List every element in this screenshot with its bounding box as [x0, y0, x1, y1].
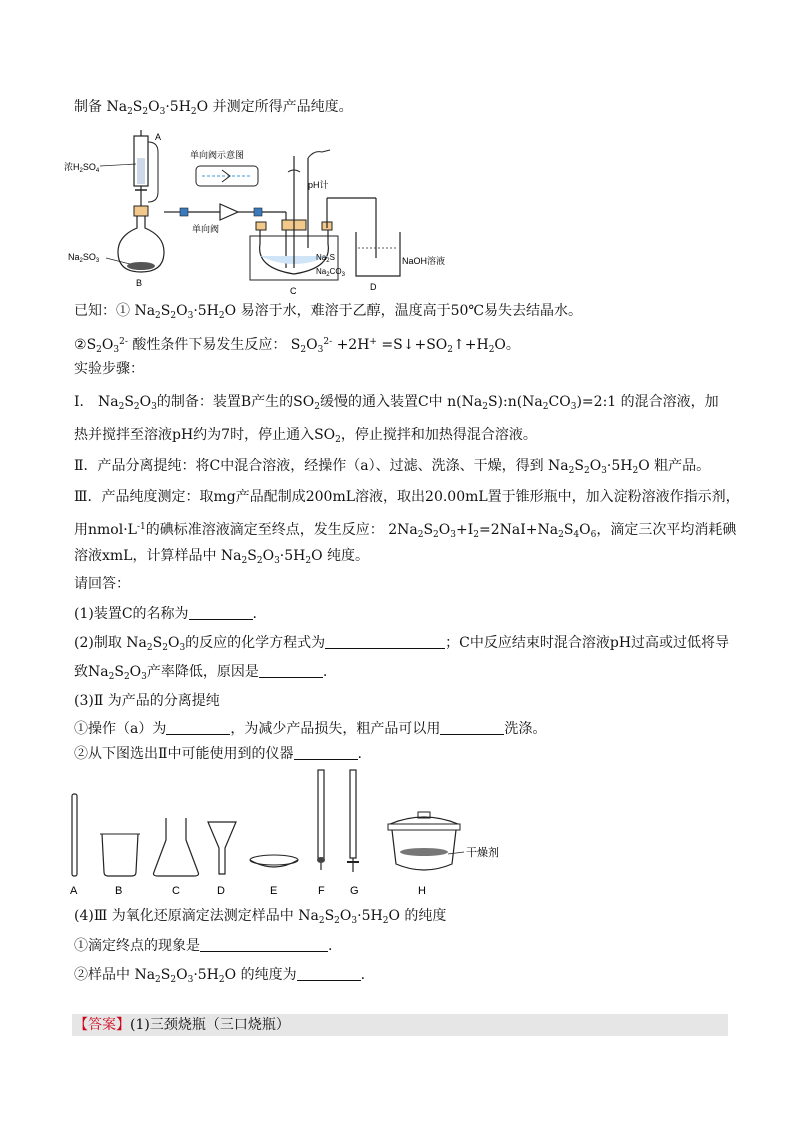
intro-pre: 制备: [74, 99, 102, 115]
q1-blank[interactable]: [189, 605, 253, 620]
step3-line2: 用$nmol\cdot L^{-1}$的碘标准溶液滴定至终点，发生反应： $2Na_2S_2O_3+I_2=2NaI+Na_2S_4O_6$，滴定三次平均消耗碘: [74, 522, 737, 540]
step1-line2: 热并搅拌至溶液pH约为7时，停止通入$SO_2$，停止搅拌和加热得混合溶液。: [74, 427, 537, 445]
check-valve: [220, 204, 238, 220]
label-valve-note: 单向阀示意图: [190, 150, 245, 160]
known1-pre: 已知：①: [74, 303, 130, 319]
label-a: A: [155, 132, 162, 142]
burette-f: [318, 770, 324, 858]
step1-line2-end: ，停止搅拌和加热得混合溶液。: [340, 427, 537, 443]
reaction-eq: $S_2O_3^{2-} +2H^+$ $=S↓+SO_2↑+H_2O$: [290, 337, 506, 355]
step3-line1: Ⅲ．产品纯度测定：取mg产品配制成200mL溶液，取出20.00mL置于锥形瓶中，加入淀粉溶液作指示剂，: [74, 489, 740, 505]
intro-post: 并测定所得产品纯度。: [212, 99, 353, 115]
step3-line2-c: ，滴定三次平均消耗碘: [596, 522, 737, 538]
step3-line3-a: 溶液xmL，计算样品中: [74, 548, 217, 564]
step1-pre: Ⅰ．: [74, 394, 94, 410]
q2-blank-2[interactable]: [259, 663, 323, 678]
q1-post: .: [252, 606, 257, 622]
steps-title: 实验步骤：: [74, 361, 144, 377]
label-d: D: [370, 282, 377, 292]
q3-b-post: .: [357, 746, 362, 762]
known2-mid: 酸性条件下易发生反应：: [132, 337, 287, 353]
label-ph-meter: pH计: [308, 180, 329, 190]
glass-rod-a: [72, 794, 77, 876]
beaker-b: [102, 834, 138, 876]
conical-flask-c: [154, 818, 199, 876]
answer-tag: 【答案】: [74, 1017, 130, 1033]
step2-text: Ⅱ．产品分离提纯：将C中混合溶液，经操作（a）、过滤、洗涤、干燥，得到: [74, 458, 544, 474]
q4-title-pre: (4)Ⅲ 为氧化还原滴定法测定样品中: [74, 908, 294, 924]
label-inst-a: A: [70, 885, 78, 897]
q3-a-post: 洗涤。: [504, 721, 547, 737]
label-na2so3: $Na_2SO_3$: [68, 252, 100, 264]
q4-title-post: 的纯度: [404, 908, 447, 924]
known1-post: 易溶于水，难溶于乙醇，温度高于50℃易失去结晶水。: [240, 303, 583, 319]
q3-title: (3)Ⅱ 为产品的分离提纯: [74, 693, 220, 709]
q4-a-post: .: [328, 938, 333, 954]
step3-line3-b: 纯度。: [327, 548, 370, 564]
label-desiccant: 干燥剂: [466, 847, 499, 859]
step3-line2-a: 用nmol·L: [74, 522, 137, 538]
titration-eq: $2Na_2S_2O_3+I_2=2NaI+Na_2S_4O_6$: [388, 522, 597, 540]
step1-b: 缓慢的通入装置C中: [319, 394, 443, 410]
q1-pre: (1)装置C的名称为: [74, 606, 189, 622]
q4-a-pre: ①滴定终点的现象是: [74, 938, 200, 954]
q2-line2: 致$Na_2S_2O_3$产率降低，原因是 .: [74, 664, 328, 682]
ion-s2o3: $S_2O_3^{2-}$: [86, 337, 128, 355]
formula-na2s2o3-5h2o: $Na_2S_2O_3\cdot 5H_2O$: [106, 99, 209, 117]
known2-post: 。: [505, 337, 520, 353]
q2-mid2: ；C中反应结束时混合溶液pH过高或过低将导: [445, 635, 730, 651]
q3-blank-2[interactable]: [440, 720, 504, 735]
label-b: B: [136, 278, 143, 288]
step3-line2-b: 的碘标准溶液滴定至终点，发生反应：: [145, 522, 384, 538]
step1-c: 的混合溶液，加: [620, 394, 719, 410]
q4-b-mid: 的纯度为: [240, 967, 297, 983]
q2-line2-a: 致: [74, 664, 88, 680]
q4-b-post: .: [360, 967, 366, 983]
label-inst-h: H: [418, 885, 426, 897]
step1-line1: Ⅰ． $Na_2S_2O_3$的制备：装置B产生的$SO_2$缓慢的通入装置C中 $n(Na_2S):n(Na_2CO_3)=2:1$ 的混合溶液，加: [74, 394, 719, 412]
beaker-d: [356, 232, 400, 276]
step2-line: Ⅱ．产品分离提纯：将C中混合溶液，经操作（a）、过滤、洗涤、干燥，得到 $Na_2S_2O_3\cdot 5H_2O$ 粗产品。: [74, 458, 711, 476]
ratio: $n(Na_2S):n(Na_2CO_3)=2:1$: [442, 394, 621, 412]
label-inst-g: G: [350, 885, 359, 897]
label-c: C: [290, 286, 297, 296]
q4-a: [74, 936, 332, 956]
label-naoh: NaOH溶液: [402, 256, 446, 266]
q3-b: [74, 744, 362, 764]
label-inst-e: E: [270, 885, 278, 897]
q2-line1: (2)制取 $Na_2S_2O_3$的反应的化学方程式为 ；C中反应结束时混合溶液pH过高或过低将导: [74, 635, 730, 653]
q4-b-pre: ②样品中: [74, 967, 130, 983]
apparatus-diagram: [60, 128, 480, 300]
q4-b: ②样品中 $Na_2S_2O_3\cdot 5H_2O$ 的纯度为 .: [74, 967, 366, 985]
burette-g: [350, 770, 356, 858]
label-c-na2s: $Na_2S$: [316, 253, 335, 264]
known-2: [74, 332, 520, 360]
instruments-figure: [64, 764, 504, 898]
intro-line: [74, 97, 353, 122]
answer-line: [74, 1015, 290, 1035]
step1-a: 的制备：装置B产生的SO: [156, 394, 315, 410]
step3-line3: 溶液xmL，计算样品中 $Na_2S_2O_3\cdot 5H_2O$ 纯度。: [74, 548, 370, 566]
q4-blank-1[interactable]: [200, 937, 328, 952]
label-inst-c: C: [172, 885, 180, 897]
q2-pre: (2)制取: [74, 635, 122, 651]
label-acid: 浓$H_2SO_4$: [64, 162, 100, 174]
known2-pre: ②: [74, 337, 87, 353]
q3-b-pre: ②从下图选出Ⅱ中可能使用到的仪器: [74, 746, 294, 762]
ask: 请回答：: [74, 576, 130, 592]
label-inst-d: D: [217, 885, 225, 897]
answer-text: (1)三颈烧瓶（三口烧瓶）: [130, 1017, 290, 1033]
label-c-na2co3: $Na_2CO_3$: [316, 267, 345, 278]
q3-a-pre: ①操作（a）为: [74, 721, 167, 737]
q2-post: .: [322, 664, 328, 680]
q3-blank-1[interactable]: [166, 720, 230, 735]
funnel-d: [208, 822, 236, 874]
q1: [74, 604, 257, 624]
step1-line2-text: 热并搅拌至溶液pH约为7时，停止通入SO: [74, 427, 336, 443]
q3-a-mid: ，为减少产品损失，粗产品可以用: [230, 721, 441, 737]
q2-line2-b: 产率降低，原因是: [146, 664, 259, 680]
q2-mid: 的反应的化学方程式为: [185, 635, 326, 651]
q4-title: (4)Ⅲ 为氧化还原滴定法测定样品中 $Na_2S_2O_3\cdot 5H_2O$ 的纯度: [74, 908, 447, 926]
label-inst-b: B: [115, 885, 123, 897]
q4-blank-2[interactable]: [297, 966, 361, 981]
formula-1: $Na_2S_2O_3\cdot 5H_2O$: [130, 303, 241, 321]
known-1: [74, 301, 582, 326]
label-inst-f: F: [318, 885, 325, 897]
q3-a: [74, 719, 546, 739]
step2-end: 粗产品。: [654, 458, 711, 474]
q2-blank-1[interactable]: [325, 634, 445, 649]
q3-blank-3[interactable]: [294, 745, 358, 760]
label-valve: 单向阀: [192, 224, 220, 234]
